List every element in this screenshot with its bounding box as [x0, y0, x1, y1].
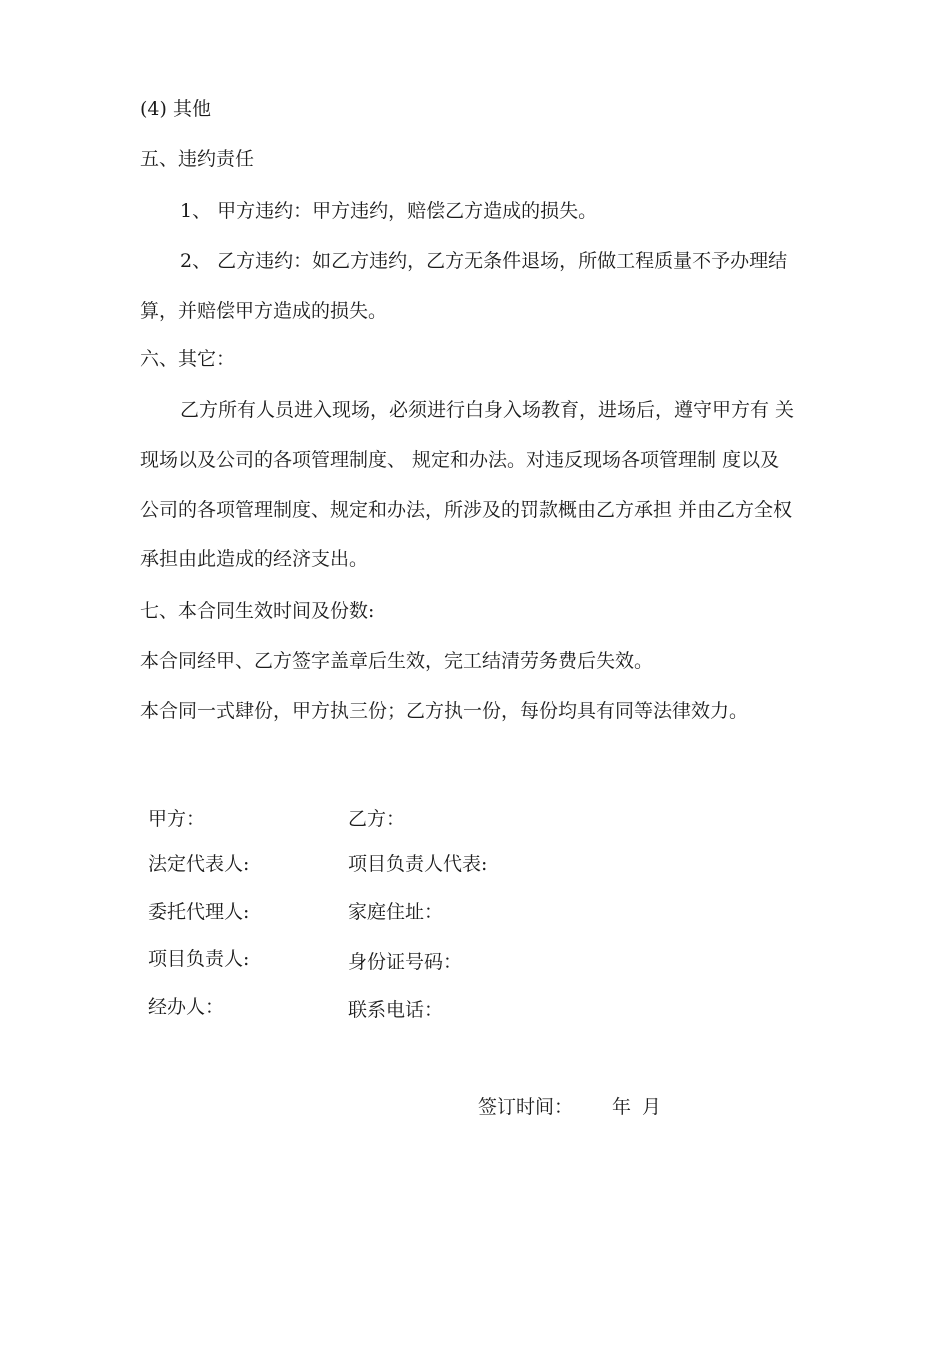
party-a-label: 甲方：: [148, 808, 206, 830]
party-b-id-number: 身份证号码：: [348, 951, 463, 973]
party-a-handler: 经办人：: [148, 996, 225, 1018]
section-6-heading: 六、其它：: [140, 348, 236, 370]
section-7-heading: 七、本合同生效时间及份数:: [140, 600, 375, 622]
section-7-line2: 本合同一式肆份，甲方执三份；乙方执一份，每份均具有同等法律效力。: [140, 700, 749, 722]
clause-5-1: 1、 甲方违约：甲方违约，赔偿乙方造成的损失。: [180, 200, 598, 222]
section-7-line1: 本合同经甲、乙方签字盖章后生效，完工结清劳务费后失效。: [140, 650, 654, 672]
party-a-legal-rep: 法定代表人:: [148, 853, 250, 875]
signing-date-label: 签订时间：: [478, 1096, 574, 1118]
section-5-heading: 五、违约责任: [140, 148, 255, 170]
signing-month: 月: [642, 1096, 662, 1118]
party-b-phone: 联系电话：: [348, 999, 444, 1021]
section-6-para-line3: 公司的各项管理制度、规定和办法，所涉及的罚款概由乙方承担 并由乙方全权: [140, 499, 793, 521]
party-b-label: 乙方：: [348, 808, 406, 830]
section-6-para-line4: 承担由此造成的经济支出。: [140, 548, 369, 570]
clause-5-2-line2: 算，并赔偿甲方造成的损失。: [140, 300, 388, 322]
section-6-para-line2: 现场以及公司的各项管理制度、 规定和办法。对违反现场各项管理制 度以及: [140, 449, 780, 471]
party-b-home-address: 家庭住址：: [348, 901, 444, 923]
party-b-project-rep: 项目负责人代表:: [348, 853, 488, 875]
signing-year: 年: [612, 1096, 632, 1118]
section-6-para-line1: 乙方所有人员进入现场，必须进行白身入场教育，进场后，遵守甲方有 关: [180, 399, 795, 421]
item-4-other: (4) 其他: [140, 98, 211, 120]
clause-5-2-line1: 2、 乙方违约：如乙方违约，乙方无条件退场，所做工程质量不予办理结: [180, 250, 788, 272]
party-a-agent: 委托代理人:: [148, 901, 250, 923]
party-a-project-lead: 项目负责人:: [148, 948, 250, 970]
